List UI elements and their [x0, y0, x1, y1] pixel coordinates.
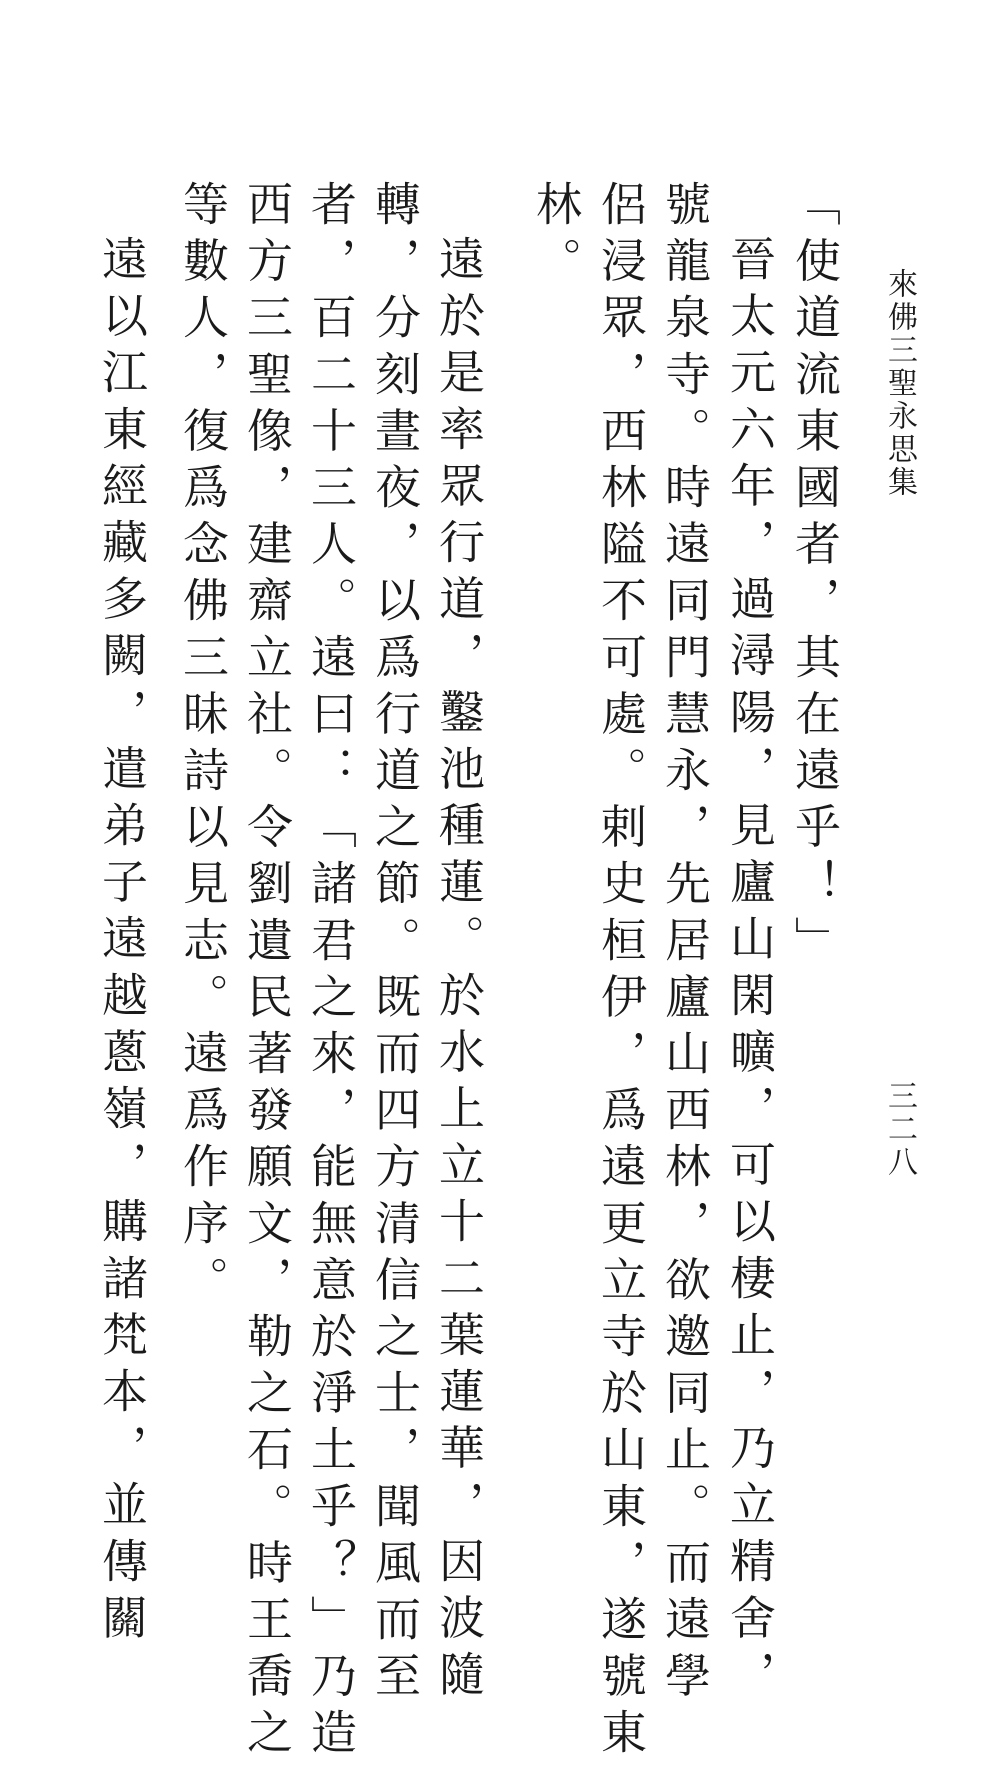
text-column-3: 號龍泉寺。時遠同門慧永，先居廬山西林，欲邀同止。而遠學 [658, 180, 712, 1709]
text-column-11: 遠以江東經藏多闕，遣弟子遠越蔥嶺，購諸梵本，並傳關 [95, 235, 149, 1650]
text-column-4: 侶浸眾，西林隘不可處。剌史桓伊，爲遠更立寺於山東，遂號東 [594, 180, 648, 1765]
text-column-10: 等數人，復爲念佛三昧詩以見志。遠爲作序。 [176, 180, 230, 1312]
text-column-7: 轉，分刻晝夜，以爲行道之節。既而四方清信之士，聞風而至 [368, 180, 422, 1709]
text-column-1: 「使道流東國者，其在遠乎！」 [788, 180, 842, 973]
text-column-5: 林。 [529, 180, 583, 294]
page-number: 三二八 [882, 1080, 917, 1179]
text-column-9: 西方三聖像，建齋立社。令劉遺民著發願文，勒之石。時王喬之 [240, 180, 294, 1765]
text-column-8: 者，百二十三人。遠曰：「諸君之來，能無意於淨土乎？」乃造 [304, 180, 358, 1765]
text-column-2: 晉太元六年，過潯陽，見廬山閑曠，可以棲止，乃立精舍， [723, 235, 777, 1707]
text-column-6: 遠於是率眾行道，鑿池種蓮。於水上立十二葉蓮華，因波隨 [432, 235, 486, 1707]
running-title: 來佛三聖永思集 [882, 268, 917, 499]
